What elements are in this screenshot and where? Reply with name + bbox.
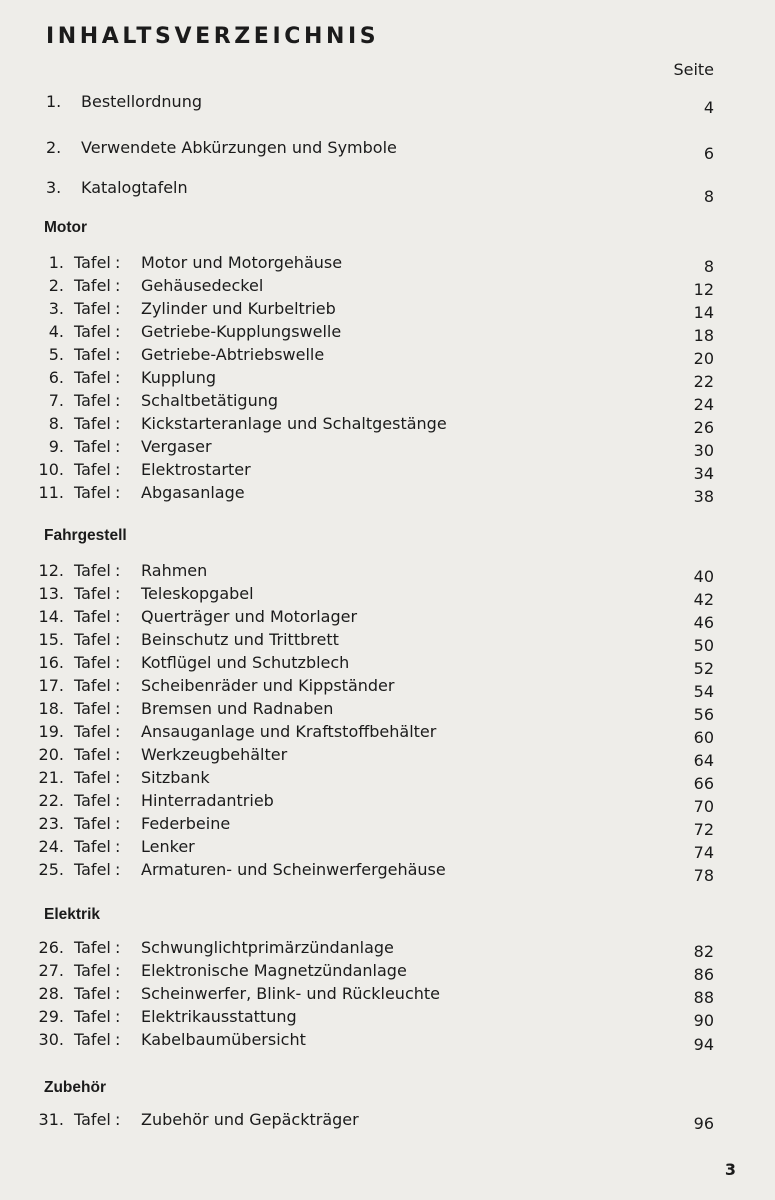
tafel-number: 14. [38,607,64,626]
tafel-row [0,606,775,632]
tafel-page-number: 24 [693,395,714,414]
tafel-word: Tafel [74,1007,111,1026]
tafel-label: Scheinwerfer, Blink- und Rückleuchte [141,984,440,1003]
tafel-number: 30. [38,1030,64,1049]
tafel-colon: : [115,437,121,456]
tafel-label: Kotflügel und Schutzblech [141,653,350,672]
tafel-page-number: 30 [693,441,714,460]
tafel-page-number: 50 [693,636,714,655]
tafel-page-number: 12 [693,280,714,299]
tafel-label: Motor und Motorgehäuse [141,253,343,272]
tafel-page-number: 14 [693,303,714,322]
tafel-page-number: 56 [693,705,714,724]
page-number: 3 [724,1160,736,1179]
tafel-word: Tafel [74,460,111,479]
tafel-label: Teleskopgabel [141,584,254,603]
entry-number: 2. [46,138,62,157]
tafel-row [0,459,775,481]
page-title: INHALTSVERZEICHNIS [46,24,380,49]
tafel-label: Scheibenräder und Kippständer [141,676,395,695]
tafel-page-number: 82 [693,942,714,961]
tafel-word: Tafel [74,791,111,810]
intro-entry [0,176,775,206]
tafel-word: Tafel [74,938,111,957]
tafel-page-number: 8 [703,257,714,276]
tafel-number: 31. [38,1110,64,1129]
tafel-word: Tafel [74,837,111,856]
tafel-word: Tafel [74,414,111,433]
tafel-colon: : [115,653,121,672]
tafel-label: Federbeine [141,814,231,833]
tafel-word: Tafel [74,391,111,410]
tafel-row [0,698,775,724]
tafel-word: Tafel [74,276,111,295]
tafel-word: Tafel [74,814,111,833]
tafel-row [0,721,775,747]
tafel-label: Abgasanlage [141,483,245,502]
tafel-label: Elektrikausstattung [141,1007,297,1026]
tafel-row [0,252,775,274]
tafel-row [0,937,775,959]
tafel-label: Kupplung [141,368,217,387]
tafel-colon: : [115,938,121,957]
tafel-row [0,652,775,678]
tafel-page-number: 64 [693,751,714,770]
tafel-label: Werkzeugbehälter [141,745,288,764]
tafel-colon: : [115,322,121,341]
tafel-colon: : [115,391,121,410]
tafel-word: Tafel [74,768,111,787]
tafel-number: 12. [38,561,64,580]
tafel-row [0,983,775,1005]
tafel-colon: : [115,584,121,603]
tafel-row [0,1109,775,1131]
tafel-label: Ansauganlage und Kraftstoffbehälter [141,722,437,741]
tafel-label: Rahmen [141,561,208,580]
tafel-colon: : [115,253,121,272]
tafel-page-number: 38 [693,487,714,506]
intro-entry [0,90,775,117]
section-heading-fahrgestell: Fahrgestell [44,527,127,544]
tafel-number: 21. [38,768,64,787]
tafel-word: Tafel [74,561,111,580]
tafel-number: 22. [38,791,64,810]
entry-number: 1. [46,92,62,111]
tafel-label: Schaltbetätigung [141,391,279,410]
tafel-number: 3. [48,299,64,318]
tafel-colon: : [115,483,121,502]
tafel-label: Getriebe-Abtriebswelle [141,345,325,364]
tafel-colon: : [115,699,121,718]
tafel-number: 24. [38,837,64,856]
tafel-word: Tafel [74,253,111,272]
tafel-row [0,275,775,297]
tafel-page-number: 40 [693,567,714,586]
tafel-word: Tafel [74,368,111,387]
tafel-number: 29. [38,1007,64,1026]
tafel-label: Lenker [141,837,195,856]
tafel-word: Tafel [74,1110,111,1129]
tafel-colon: : [115,984,121,1003]
tafel-row [0,767,775,793]
tafel-word: Tafel [74,322,111,341]
tafel-number: 2. [48,276,64,295]
tafel-label: Armaturen- und Scheinwerfergehäuse [141,860,446,879]
tafel-page-number: 70 [693,797,714,816]
tafel-row [0,298,775,320]
tafel-number: 17. [38,676,64,695]
tafel-page-number: 78 [693,866,714,885]
section-heading-zubehoer: Zubehör [44,1079,106,1096]
tafel-number: 8. [48,414,64,433]
tafel-page-number: 26 [693,418,714,437]
tafel-row [0,790,775,816]
tafel-colon: : [115,1030,121,1049]
tafel-number: 28. [38,984,64,1003]
tafel-colon: : [115,276,121,295]
tafel-number: 13. [38,584,64,603]
tafel-word: Tafel [74,961,111,980]
tafel-word: Tafel [74,722,111,741]
entry-page-number: 6 [703,144,714,163]
tafel-colon: : [115,791,121,810]
tafel-label: Zylinder und Kurbeltrieb [141,299,336,318]
tafel-label: Elektronische Magnetzündanlage [141,961,407,980]
entry-number: 3. [46,178,62,197]
tafel-colon: : [115,1110,121,1129]
section-heading-motor: Motor [44,219,88,236]
tafel-row [0,629,775,655]
tafel-number: 19. [38,722,64,741]
tafel-page-number: 96 [693,1114,714,1133]
tafel-row [0,390,775,412]
tafel-colon: : [115,837,121,856]
tafel-page-number: 42 [693,590,714,609]
tafel-number: 9. [48,437,64,456]
tafel-label: Bremsen und Radnaben [141,699,334,718]
entry-page-number: 8 [703,187,714,206]
tafel-row [0,960,775,982]
tafel-page-number: 72 [693,820,714,839]
tafel-page-number: 46 [693,613,714,632]
tafel-number: 18. [38,699,64,718]
tafel-number: 20. [38,745,64,764]
seite-column-header: Seite [673,60,714,79]
tafel-label: Kickstarteranlage und Schaltgestänge [141,414,447,433]
tafel-number: 10. [38,460,64,479]
tafel-row [0,1029,775,1054]
tafel-page-number: 18 [693,326,714,345]
tafel-colon: : [115,414,121,433]
tafel-number: 27. [38,961,64,980]
tafel-word: Tafel [74,483,111,502]
tafel-number: 23. [38,814,64,833]
tafel-word: Tafel [74,699,111,718]
tafel-label: Sitzbank [141,768,210,787]
tafel-number: 4. [48,322,64,341]
tafel-label: Gehäusedeckel [141,276,264,295]
tafel-word: Tafel [74,860,111,879]
tafel-number: 11. [38,483,64,502]
tafel-word: Tafel [74,345,111,364]
tafel-row [0,813,775,839]
tafel-colon: : [115,607,121,626]
tafel-page-number: 66 [693,774,714,793]
tafel-colon: : [115,460,121,479]
tafel-number: 16. [38,653,64,672]
tafel-colon: : [115,368,121,387]
tafel-row [0,583,775,609]
tafel-label: Schwunglichtprimärzündanlage [141,938,394,957]
tafel-word: Tafel [74,584,111,603]
tafel-page-number: 34 [693,464,714,483]
tafel-row [0,367,775,389]
tafel-colon: : [115,561,121,580]
tafel-number: 15. [38,630,64,649]
tafel-colon: : [115,745,121,764]
entry-label: Bestellordnung [81,92,202,111]
tafel-number: 6. [48,368,64,387]
tafel-colon: : [115,722,121,741]
tafel-row [0,560,775,586]
tafel-label: Hinterradantrieb [141,791,274,810]
tafel-row [0,675,775,701]
tafel-page-number: 90 [693,1011,714,1030]
tafel-number: 1. [48,253,64,272]
tafel-row [0,413,775,435]
tafel-word: Tafel [74,630,111,649]
tafel-label: Kabelbaumübersicht [141,1030,306,1049]
tafel-row [0,836,775,862]
tafel-page-number: 20 [693,349,714,368]
tafel-page-number: 86 [693,965,714,984]
tafel-number: 5. [48,345,64,364]
tafel-label: Zubehör und Gepäckträger [141,1110,359,1129]
tafel-colon: : [115,814,121,833]
tafel-number: 25. [38,860,64,879]
tafel-label: Vergaser [141,437,212,456]
tafel-colon: : [115,345,121,364]
tafel-label: Querträger und Motorlager [141,607,358,626]
tafel-row [0,436,775,458]
entry-label: Katalogtafeln [81,178,188,197]
tafel-page-number: 88 [693,988,714,1007]
tafel-word: Tafel [74,676,111,695]
tafel-word: Tafel [74,1030,111,1049]
tafel-colon: : [115,630,121,649]
tafel-row [0,482,775,504]
tafel-page-number: 74 [693,843,714,862]
tafel-number: 26. [38,938,64,957]
tafel-colon: : [115,961,121,980]
tafel-word: Tafel [74,984,111,1003]
tafel-colon: : [115,299,121,318]
tafel-word: Tafel [74,607,111,626]
tafel-row [0,344,775,366]
tafel-word: Tafel [74,653,111,672]
tafel-row [0,321,775,343]
tafel-page-number: 22 [693,372,714,391]
tafel-colon: : [115,860,121,879]
tafel-number: 7. [48,391,64,410]
tafel-colon: : [115,768,121,787]
entry-label: Verwendete Abkürzungen und Symbole [81,138,397,157]
tafel-row [0,859,775,885]
tafel-label: Elektrostarter [141,460,251,479]
section-heading-elektrik: Elektrik [44,906,101,923]
tafel-page-number: 60 [693,728,714,747]
tafel-page-number: 52 [693,659,714,678]
tafel-word: Tafel [74,299,111,318]
tafel-word: Tafel [74,745,111,764]
tafel-label: Getriebe-Kupplungswelle [141,322,342,341]
tafel-page-number: 54 [693,682,714,701]
entry-page-number: 4 [703,98,714,117]
intro-entry [0,136,775,163]
tafel-row [0,744,775,770]
tafel-row [0,1006,775,1028]
tafel-colon: : [115,1007,121,1026]
tafel-page-number: 94 [693,1035,714,1054]
tafel-colon: : [115,676,121,695]
tafel-word: Tafel [74,437,111,456]
tafel-label: Beinschutz und Trittbrett [141,630,339,649]
